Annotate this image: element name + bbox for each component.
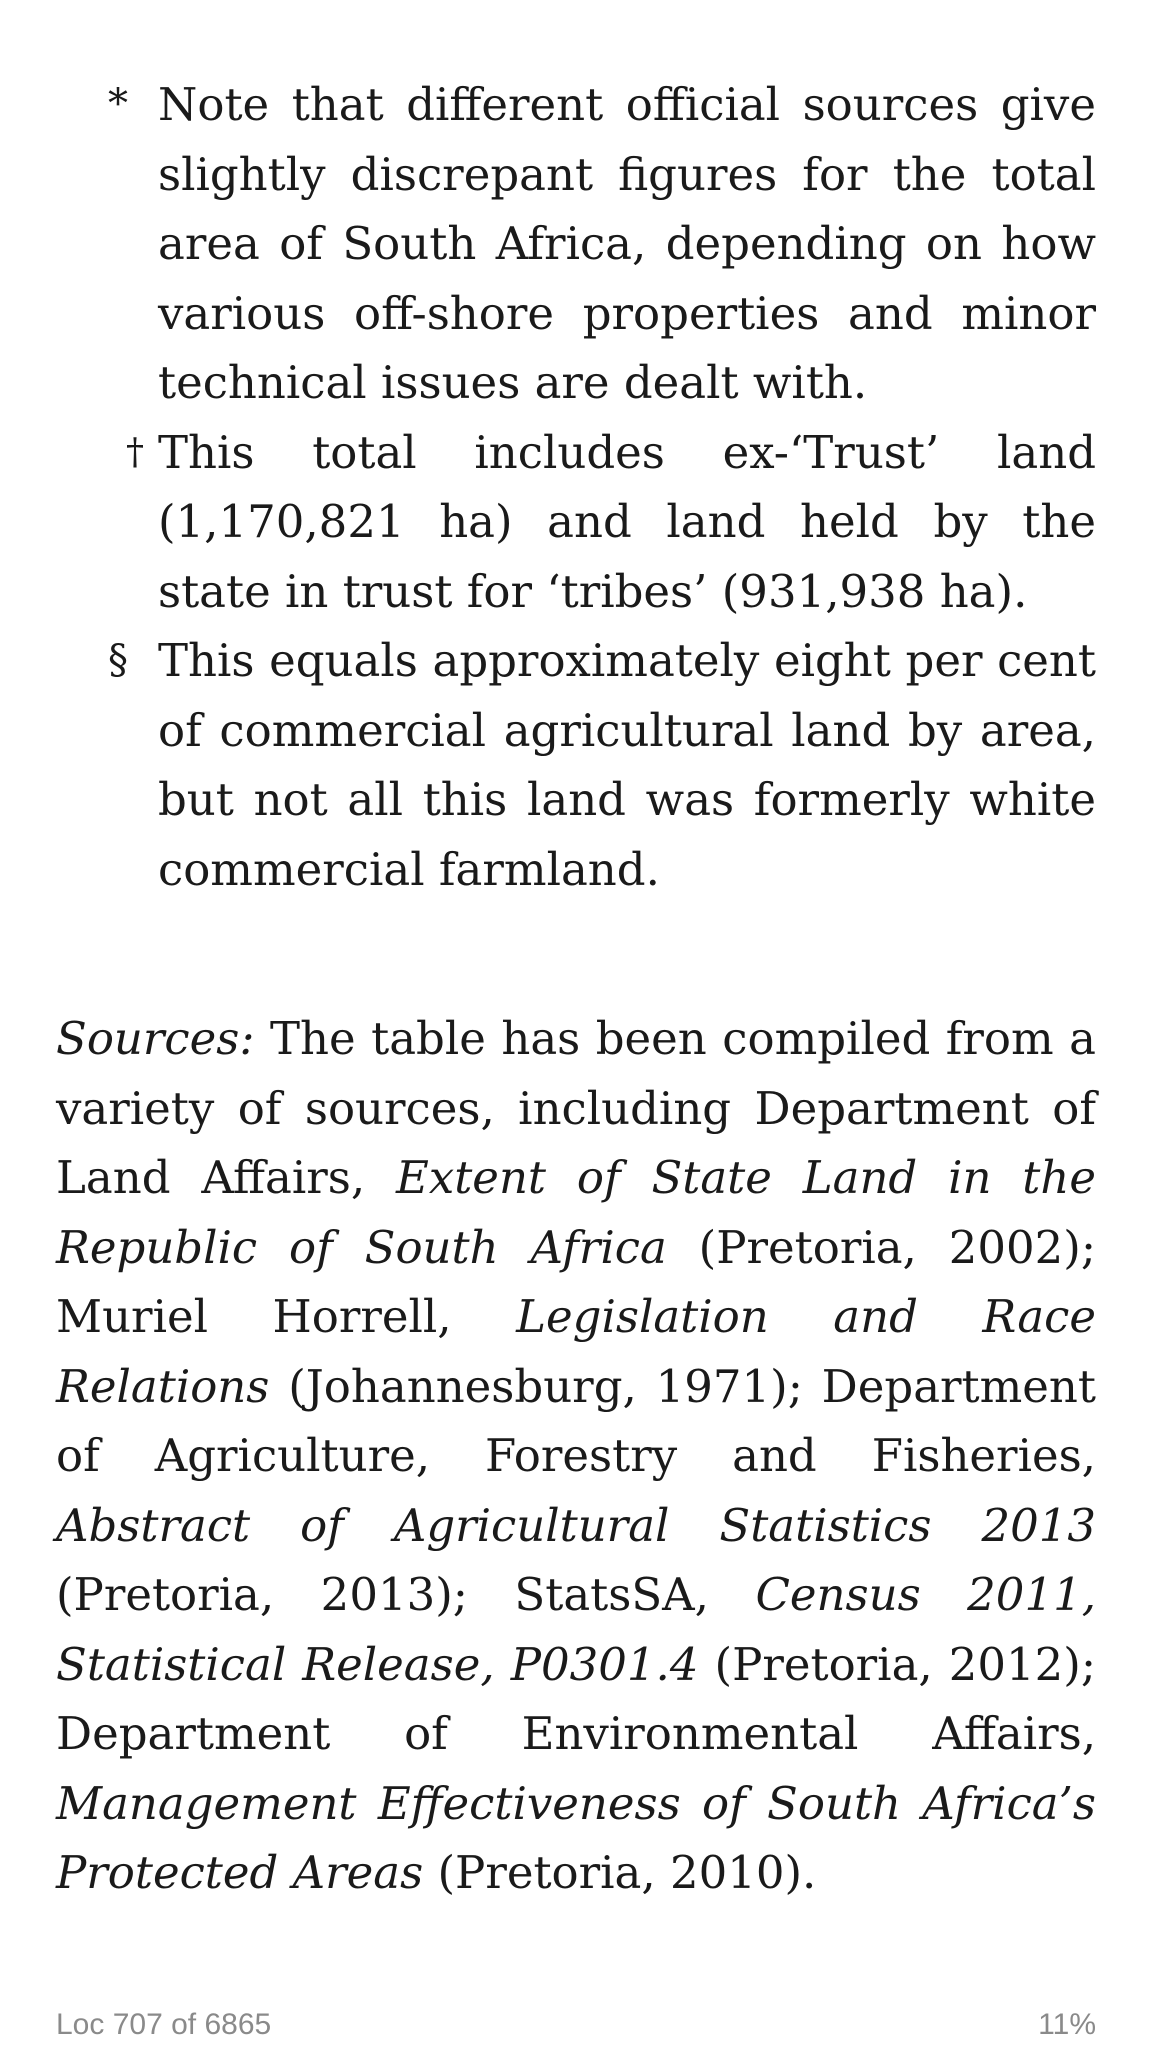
sources-text: The table has been compiled from a variety of sources, including Department of Land Affairs, [56,1012,1096,1204]
footnote-mark: § [108,637,128,683]
footnote-asterisk [56,70,1096,418]
source-title: Legislation and Race Relations [56,1290,1096,1413]
footnote-list [56,70,1096,904]
sources-text: (Pretoria, 2012); Department of Environmental Affairs, [56,1637,1096,1760]
footnote-text: This equals approximately eight per cent of commercial agricultural land by area, but not all this land was formerly white commercial farmland. [158,634,1096,896]
sources-text: (Pretoria, 2013); StatsSA, [56,1568,756,1621]
reader-page [56,70,1096,1953]
sources-label: Sources: [56,1012,255,1065]
sources-text: (Johannesburg, 1971); Department of Agriculture, Forestry and Fisheries, [56,1359,1096,1482]
sources-text: (Pretoria, 2002); Muriel Horrell, [56,1220,1096,1343]
source-title: Census 2011, Statistical Release, P0301.4 [56,1568,1097,1691]
footnote-mark: * [108,81,128,127]
percent-indicator[interactable]: 11% [1038,2008,1096,2041]
location-indicator[interactable]: Loc 707 of 6865 [56,2008,272,2041]
footnote-dagger [56,418,1096,627]
source-title: Management Effectiveness of South Africa’s Protected Areas [56,1776,1096,1899]
footnote-text: Note that different official sources give slightly discrepant figures for the total area of South Africa, depending on how various off-shore properties and minor technical issues are dealt with. [158,78,1096,409]
sources-paragraph [56,1004,1096,1908]
sources-text: (Pretoria, 2010). [423,1846,817,1899]
source-title: Abstract of Agricultural Statistics 2013 [56,1498,1096,1552]
footnote-section [56,626,1096,904]
reading-progress-footer [56,2008,1096,2042]
source-title: Extent of State Land in the Republic of South Africa [56,1151,1096,1274]
footnote-text: This total includes ex-‘Trust’ land (1,170,821 ha) and land held by the state in trust for ‘tribes’ (931,938 ha). [158,425,1096,618]
footnote-mark: † [126,431,144,473]
